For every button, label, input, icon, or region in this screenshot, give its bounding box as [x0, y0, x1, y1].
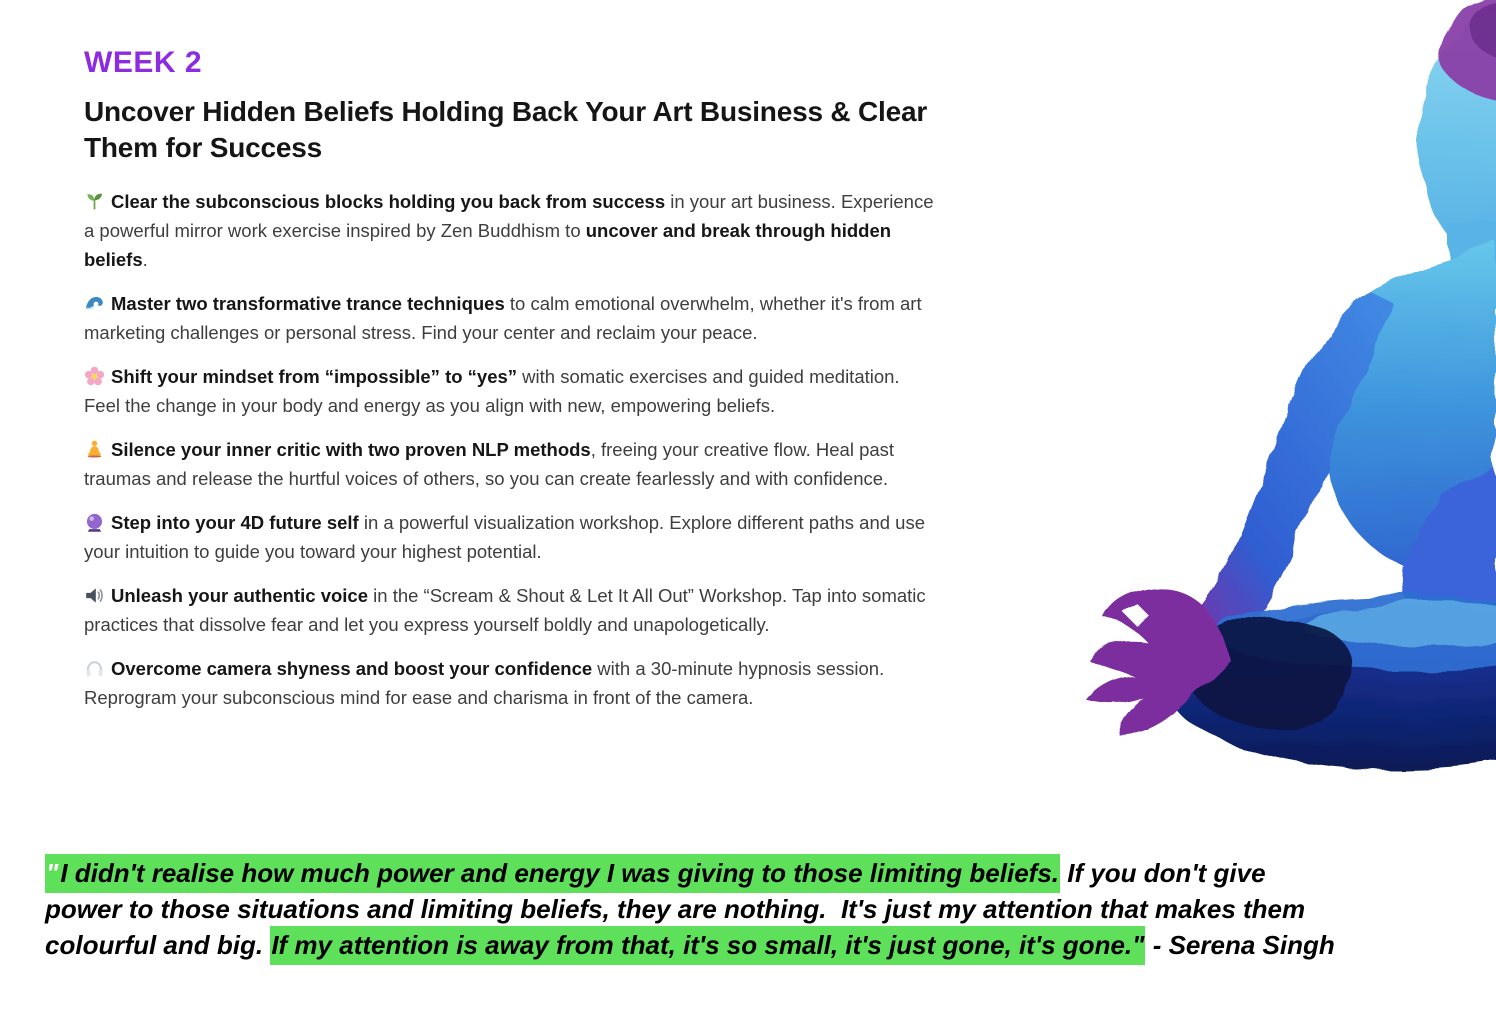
- benefit-bold-text: uncover and break through hidden beliefs: [84, 219, 892, 270]
- testimonial-quote: [45, 856, 1340, 964]
- benefit-bold-text: Silence your inner critic with two proven NLP methods: [111, 439, 591, 460]
- quote-text: If you don't give power to those situations and limiting beliefs, they are nothing. It's just my attention that makes them colourful and big.: [45, 858, 1306, 960]
- meditation-figure-illustration: [1076, 0, 1496, 790]
- benefit-bold-text: Step into your 4D future self: [111, 512, 359, 534]
- quote-highlighted-text: I didn't realise how much power and energy I was giving to those limiting beliefs.: [59, 854, 1060, 893]
- quote-highlighted-text: If my attention is away from that, it's so small, it's just gone, it's gone.": [270, 926, 1145, 965]
- lotus-person-icon: [84, 439, 105, 460]
- benefit-bold-text: Unleash your authentic voice: [111, 585, 369, 607]
- wave-icon: [84, 293, 105, 314]
- benefit-item: [84, 654, 936, 712]
- benefit-bold-text: Shift your mindset from “impossible” to “yes”: [111, 365, 518, 387]
- benefit-bold-text: Overcome camera shyness and boost your confidence: [111, 658, 593, 680]
- benefit-text: in a powerful visualization workshop. Explore different paths and use your intuition to guide you toward your highest potential.: [84, 512, 926, 563]
- meditation-figure-svg: [1076, 0, 1496, 790]
- figure-head: [1418, 9, 1496, 271]
- cherry-blossom-icon: [84, 366, 105, 387]
- benefit-text: to calm emotional overwhelm, whether it's from art marketing challenges or personal stress. Find your center and reclaim your peace.: [84, 292, 922, 343]
- benefit-text: in your art business. Experience a powerful mirror work exercise inspired by Zen Buddhism to: [84, 190, 934, 241]
- benefit-list: [84, 187, 936, 712]
- benefit-item: [84, 289, 936, 347]
- page-title: Uncover Hidden Beliefs Holding Back Your Art Business & Clear Them for Success: [84, 96, 928, 164]
- figure-arm: [1186, 290, 1395, 660]
- figure-torso: [1318, 242, 1496, 588]
- benefit-text: with somatic exercises and guided meditation. Feel the change in your body and energy as you align with new, empowering beliefs.: [84, 365, 900, 416]
- benefit-bold-text: Clear the subconscious blocks holding you back from success: [111, 190, 666, 212]
- quote-text: - Serena Singh: [1145, 929, 1335, 960]
- benefit-text: .: [142, 248, 148, 270]
- benefit-item: [84, 187, 936, 274]
- benefit-item: [84, 581, 936, 639]
- benefit-item: [84, 435, 936, 493]
- benefit-item: [84, 508, 936, 566]
- week-label: WEEK 2: [84, 46, 203, 79]
- figure-legs: [1168, 606, 1496, 770]
- benefit-item: [84, 362, 936, 420]
- benefit-text: with a 30-minute hypnosis session. Reprogram your subconscious mind for ease and charisma in front of the camera.: [84, 658, 885, 709]
- speaker-icon: [84, 585, 105, 606]
- figure-hand: [1086, 590, 1230, 735]
- benefit-text: in the “Scream & Shout & Let It All Out” Workshop. Tap into somatic practices that dissolve fear and let you express yourself boldly and unapologetically.: [84, 585, 926, 636]
- benefit-text: , freeing your creative flow. Heal past traumas and release the hurtful voices of others, so you can create fearlessly and with confidence.: [84, 439, 895, 490]
- crystal-ball-icon: [84, 512, 105, 533]
- benefit-bold-text: Master two transformative trance techniques: [111, 292, 505, 314]
- headphones-icon: [84, 658, 105, 679]
- seedling-icon: [84, 191, 105, 212]
- figure-crown: [1438, 0, 1496, 104]
- course-week-section: [84, 46, 964, 727]
- quote-highlighted-text: ": [45, 854, 59, 893]
